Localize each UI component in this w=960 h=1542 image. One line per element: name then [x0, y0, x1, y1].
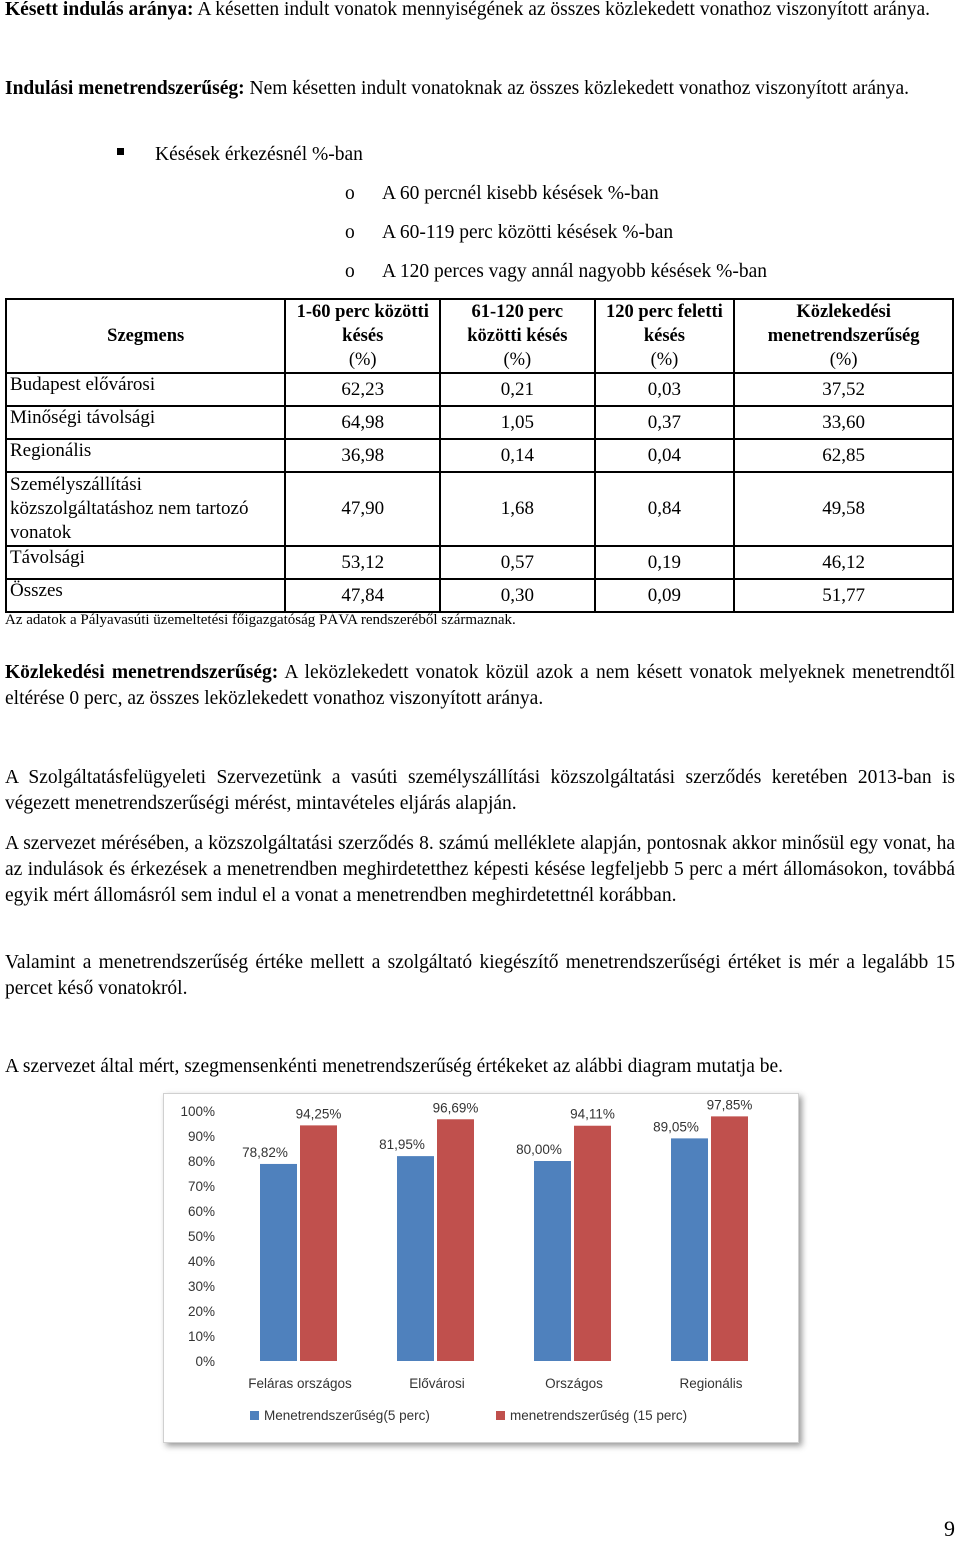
bar-punctuality-15min [711, 1116, 748, 1361]
chart-svg [164, 1094, 798, 1442]
table-source-note: Az adatok a Pályavasúti üzemeltetési főigazgatóság PÁVA rendszeréből származnak. [5, 612, 516, 628]
paragraph-measurement: A Szolgáltatásfelügyeleti Szervezetünk a vasúti személyszállítási közszolgáltatási szerződés keretében 2013-ban is végezett menetrendszerűségi mérést, mintavételes eljárás alapján. [5, 767, 955, 814]
y-tick-label: 90% [187, 1129, 215, 1144]
y-tick-label: 30% [187, 1279, 215, 1294]
sub-bullet-marker: o [345, 183, 355, 204]
data-label: 78,82% [242, 1144, 288, 1160]
header-delay-1-60: 1-60 perc közötti késés (%) [285, 299, 440, 373]
y-tick-label: 70% [187, 1179, 215, 1194]
sub-bullet-under-60: A 60 percnél kisebb késések %-ban [382, 183, 659, 204]
table-header-row [6, 299, 953, 373]
start-punctuality-definition [5, 76, 955, 102]
segment-cell: Minőségi távolsági [6, 406, 285, 439]
table-row [6, 373, 953, 406]
paragraph-15min: Valamint a menetrendszerűség értéke mellett a szolgáltató kiegészítő menetrendszerűségi értéket is mér a legalább 15 percet késő vonatokról. [5, 952, 955, 999]
segment-cell: Regionális [6, 439, 285, 472]
data-label: 94,25% [295, 1106, 342, 1122]
late-start-text: A késetten indult vonatok mennyiségének az összes közlekedett vonathoz viszonyított aránya. [193, 0, 930, 20]
value-cell: 0,14 [440, 439, 595, 472]
paragraph-punctual-definition: A szervezet mérésében, a közszolgáltatási szerződés 8. számú melléklete alapján, pontosnak akkor minősül egy vonat, ha az indulások és érkezések a menetrendben meghirdetetthez képesti késése legfeljebb 5 perc a mért állomásokon, továbbá egyik mért állomásról sem indul el a vonat a menetrendben meghirdetettnél korábban. [5, 833, 955, 906]
start-punctuality-term: Indulási menetrendszerűség: [5, 78, 245, 99]
value-cell: 53,12 [285, 546, 440, 579]
value-cell: 0,84 [595, 472, 735, 546]
category-label: Országos [545, 1376, 603, 1391]
segment-cell: Távolsági [6, 546, 285, 579]
legend-entry: Menetrendszerűség(5 perc) [264, 1408, 430, 1423]
punctuality-text: A leközlekedett vonatok közül azok a nem késett vonatok melyeknek menetrendtől eltérése 0 perc, az összes leközlekedett vonathoz viszonyított aránya. [5, 662, 956, 709]
legend-swatch [250, 1411, 259, 1420]
value-cell: 51,77 [734, 579, 953, 612]
value-cell: 33,60 [734, 406, 953, 439]
value-cell: 0,37 [595, 406, 735, 439]
bar-punctuality-5min [397, 1156, 434, 1361]
sub-bullet-60-119: A 60-119 perc közötti késések %-ban [382, 222, 674, 243]
bar-punctuality-15min [300, 1125, 337, 1361]
category-label: Feláras országos [248, 1376, 352, 1391]
bar-punctuality-5min [534, 1161, 571, 1361]
value-cell: 62,23 [285, 373, 440, 406]
table-row [6, 406, 953, 439]
category-label: Regionális [679, 1376, 743, 1391]
page-number: 9 [944, 1516, 955, 1541]
late-start-term: Késett indulás aránya: [5, 0, 194, 20]
value-cell: 0,30 [440, 579, 595, 612]
bullet-arrival-delays: Késések érkezésnél %-ban [155, 144, 363, 165]
bar-punctuality-5min [671, 1138, 708, 1361]
table-row [6, 472, 953, 546]
y-tick-label: 0% [195, 1354, 215, 1369]
data-label: 96,69% [432, 1100, 479, 1116]
y-tick-label: 100% [180, 1104, 215, 1119]
segment-cell: Budapest elővárosi [6, 373, 285, 406]
value-cell: 0,03 [595, 373, 735, 406]
start-punctuality-text: Nem késetten indult vonatoknak az összes közlekedett vonathoz viszonyított aránya. [244, 78, 910, 99]
value-cell: 0,09 [595, 579, 735, 612]
segment-cell: Személyszállítási közszolgáltatáshoz nem tartozó vonatok [6, 472, 285, 546]
bar-punctuality-15min [437, 1119, 474, 1361]
value-cell: 64,98 [285, 406, 440, 439]
y-tick-label: 60% [187, 1204, 215, 1219]
segment-cell: Összes [6, 579, 285, 612]
value-cell: 0,19 [595, 546, 735, 579]
legend-swatch [496, 1411, 505, 1420]
value-cell: 46,12 [734, 546, 953, 579]
value-cell: 47,90 [285, 472, 440, 546]
value-cell: 1,05 [440, 406, 595, 439]
punctuality-chart [163, 1093, 799, 1443]
value-cell: 0,04 [595, 439, 735, 472]
y-tick-label: 80% [187, 1154, 215, 1169]
table-row [6, 439, 953, 472]
data-label: 97,85% [706, 1097, 753, 1113]
header-delay-61-120: 61-120 perc közötti késés (%) [440, 299, 595, 373]
value-cell: 49,58 [734, 472, 953, 546]
punctuality-definition [5, 660, 955, 712]
delay-table [5, 298, 954, 613]
value-cell: 62,85 [734, 439, 953, 472]
data-label: 80,00% [516, 1142, 562, 1157]
table-row [6, 579, 953, 612]
square-bullet-icon [117, 148, 124, 155]
header-delay-over-120: 120 perc feletti késés (%) [595, 299, 735, 373]
value-cell: 36,98 [285, 439, 440, 472]
punctuality-term: Közlekedési menetrendszerűség: [5, 662, 279, 683]
value-cell: 37,52 [734, 373, 953, 406]
y-tick-label: 20% [187, 1304, 215, 1319]
header-segment: Szegmens [6, 299, 285, 373]
data-label: 89,05% [653, 1119, 699, 1135]
data-label: 94,11% [570, 1106, 615, 1122]
paragraph-chart-intro: A szervezet által mért, szegmensenkénti menetrendszerűség értékeket az alábbi diagram mutatja be. [5, 1056, 784, 1077]
sub-bullet-over-120: A 120 perces vagy annál nagyobb késések %-ban [382, 261, 768, 282]
table-row [6, 546, 953, 579]
sub-bullet-marker: o [345, 261, 355, 282]
y-tick-label: 10% [187, 1329, 215, 1344]
value-cell: 0,57 [440, 546, 595, 579]
value-cell: 0,21 [440, 373, 595, 406]
y-tick-label: 50% [187, 1229, 215, 1244]
late-start-definition [5, 0, 955, 23]
legend-entry: menetrendszerűség (15 perc) [510, 1408, 688, 1423]
sub-bullet-marker: o [345, 222, 355, 243]
bar-punctuality-15min [574, 1126, 611, 1361]
data-label: 81,95% [379, 1137, 425, 1153]
value-cell: 1,68 [440, 472, 595, 546]
bar-punctuality-5min [260, 1164, 297, 1361]
value-cell: 47,84 [285, 579, 440, 612]
category-label: Elővárosi [409, 1376, 465, 1391]
header-punctuality: Közlekedési menetrendszerűség (%) [734, 299, 953, 373]
y-tick-label: 40% [187, 1254, 215, 1269]
